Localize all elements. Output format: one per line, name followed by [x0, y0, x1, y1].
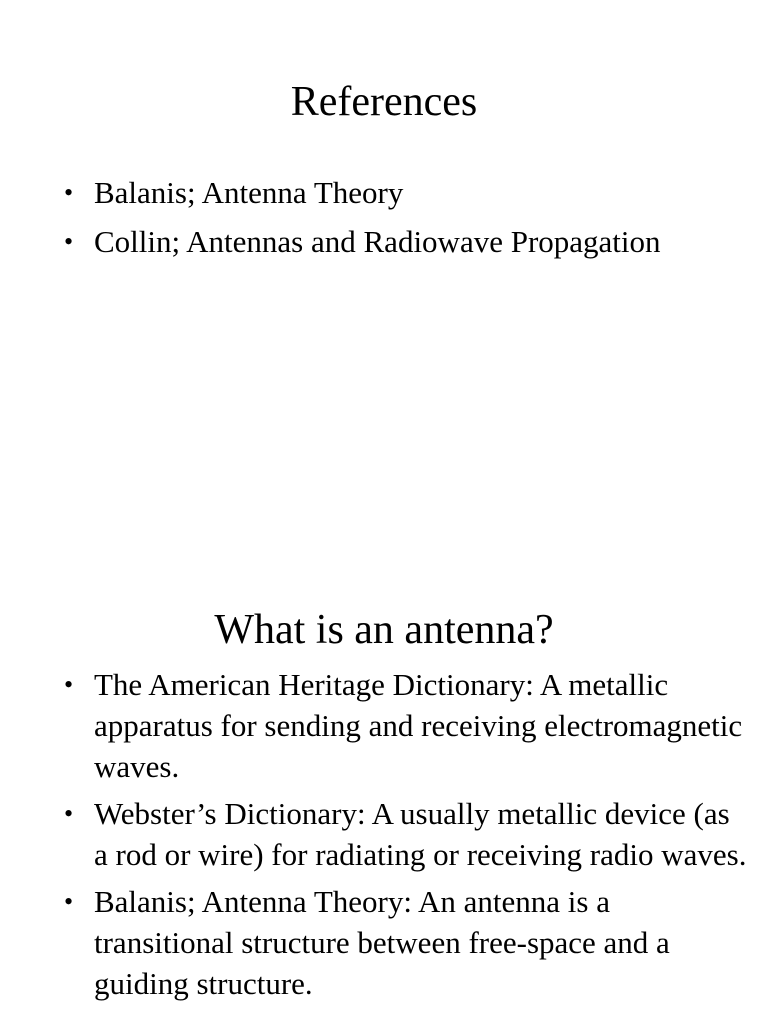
bullet-text: Webster’s Dictionary: A usually metallic device (as a rod or wire) for radiating or receiving radio waves. [94, 796, 747, 872]
bullet-text: The American Heritage Dictionary: A metallic apparatus for sending and receiving electromagnetic waves. [94, 667, 743, 784]
bullet-icon: • [64, 887, 74, 916]
bullet-icon: • [64, 799, 74, 828]
bullet-icon: • [64, 227, 74, 256]
slide-title: What is an antenna? [214, 607, 554, 653]
slide-title: References [290, 79, 478, 125]
slide-what-is-antenna [0, 520, 768, 1024]
list-item [60, 221, 750, 262]
list-item [60, 881, 750, 1004]
list-item [60, 664, 750, 787]
bullet-text: Collin; Antennas and Radiowave Propagation [94, 224, 661, 259]
list-item [60, 793, 750, 875]
bullet-icon: • [64, 178, 74, 207]
bullet-list [60, 664, 750, 1010]
bullet-text: Balanis; Antenna Theory: An antenna is a transitional structure between free-space and a guiding structure. [94, 884, 670, 1001]
bullet-list [60, 172, 750, 270]
bullet-text: Balanis; Antenna Theory [94, 175, 404, 210]
bullet-icon: • [64, 670, 74, 699]
list-item [60, 172, 750, 213]
